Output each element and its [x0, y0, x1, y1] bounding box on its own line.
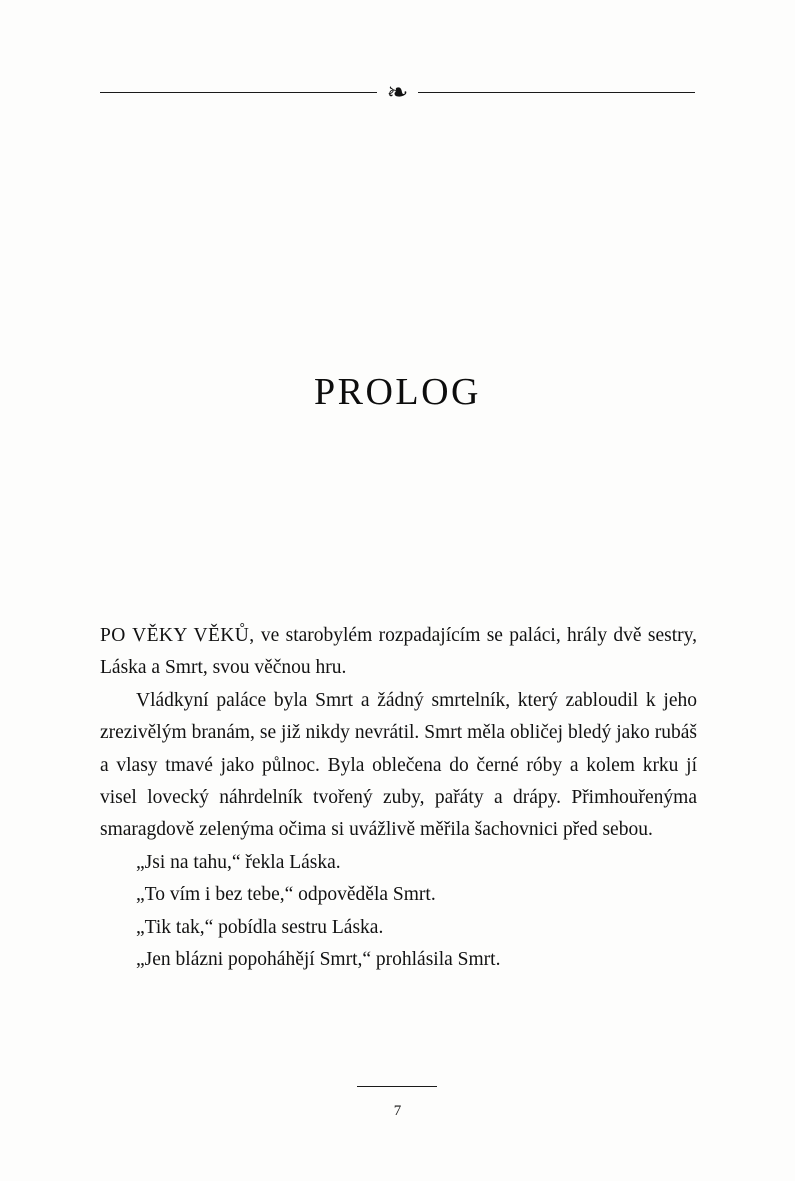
- paragraph-2: Vládkyní paláce byla Smrt a žádný smrtelník, který zabloudil k jeho zrezivělým branám, se již nikdy nevrátil. Smrt měla obličej bledý jako rubáš a vlasy tmavé jako půlnoc. Byla oblečena do černé róby a kolem krku jí visel lovecký náhrdelník tvořený zuby, pařáty a drápy. Přimhouřenýma smaragdově zelenýma očima si uvážlivě měřila šachovnici před sebou.: [100, 689, 697, 841]
- opening-small-caps: PO VĚKY VĚKŮ,: [100, 625, 255, 646]
- leaf-ornament-glyph: ❧: [377, 77, 419, 109]
- footer-divider: [357, 1086, 437, 1087]
- page-title: PROLOG: [313, 371, 482, 414]
- leaf-ornament-icon: [0, 76, 795, 108]
- paragraph-5: „Tik tak,“ pobídla sestru Láska.: [136, 916, 384, 938]
- paragraph-4: „To vím i bez tebe,“ odpověděla Smrt.: [136, 884, 436, 906]
- paragraph-1-text: ve starobylém rozpadajícím se paláci, hrály dvě sestry, Láska a Smrt, svou věčnou hru.: [100, 625, 697, 679]
- paragraph-6: „Jen blázni popoháhějí Smrt,“ prohlásila Smrt.: [136, 949, 501, 971]
- paragraph-1: [100, 620, 697, 685]
- page-number: 7: [393, 1103, 402, 1119]
- body-text: [100, 620, 697, 976]
- paragraph-3: „Jsi na tahu,“ řekla Láska.: [136, 851, 341, 873]
